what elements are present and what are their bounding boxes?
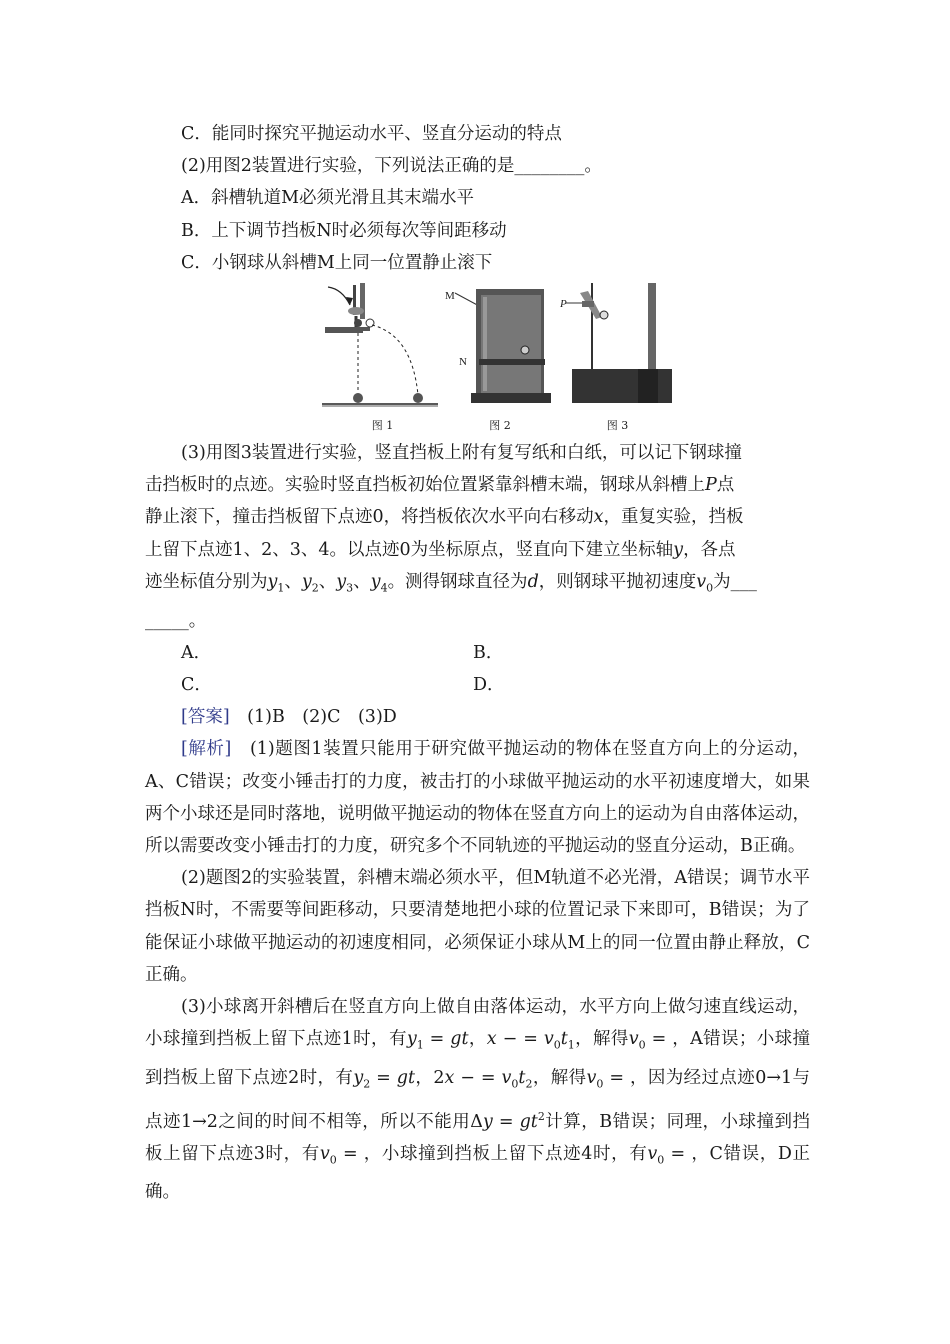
q3-text: 上留下点迹1、2、3、4。以点迹0为坐标原点，竖直向下建立坐标轴 bbox=[145, 539, 674, 560]
sub: 0 bbox=[657, 1153, 665, 1167]
analysis-text: ，解得 bbox=[532, 1067, 587, 1088]
analysis-paragraph-1 bbox=[145, 733, 810, 862]
sub: 2 bbox=[525, 1077, 533, 1091]
sup: 2 bbox=[537, 1109, 545, 1123]
var-v: v bbox=[501, 1067, 512, 1088]
analysis-text: ， bbox=[468, 1029, 487, 1050]
analysis-paragraph-3 bbox=[145, 991, 810, 1209]
q3-line-5 bbox=[145, 566, 810, 605]
q3-text: (3)用图3装置进行实验，竖直挡板上附有复写纸和白纸，可以记下钢球撞 bbox=[181, 443, 742, 464]
figure-2-caption: 图 2 bbox=[489, 419, 511, 433]
q3-var-y: y bbox=[301, 571, 312, 592]
q3-var-d: d bbox=[527, 571, 539, 592]
q3-var-y: y bbox=[370, 571, 381, 592]
q3-sep: 、 bbox=[318, 571, 337, 592]
q3-var-x: x bbox=[593, 507, 604, 528]
figure-3 bbox=[560, 283, 675, 433]
sub: 1 bbox=[567, 1038, 575, 1052]
q3-option-b: B． bbox=[473, 642, 504, 663]
q2-option-b: B．上下调节挡板N时必须每次等间距移动 bbox=[181, 220, 507, 241]
figure-1-caption: 图 1 bbox=[371, 419, 394, 433]
var-gt: gt bbox=[450, 1029, 469, 1050]
analysis-paragraph-2: (2)题图2的实验装置，斜槽末端必须水平，但M轨道不必光滑，A错误；调节水平挡板N时，不需要等间距移动，只要清楚地把小球的位置记录下来即可，B错误；为了能保证小球做平抛运动的初速度相同，必须保证小球从M上的同一位置由静止释放，C正确。 bbox=[145, 868, 810, 985]
sub: 2 bbox=[363, 1077, 371, 1091]
figure-row bbox=[145, 283, 810, 433]
analysis-text: = bbox=[370, 1067, 397, 1088]
q3-sub: 1 bbox=[277, 581, 285, 595]
var-v: v bbox=[628, 1029, 639, 1050]
analysis-text: = ，因为经过点迹0→1与点迹1→2之间的时间不相等，所以不能用Δ bbox=[145, 1067, 811, 1132]
q3-sep: 、 bbox=[353, 571, 371, 592]
q3-sub: 0 bbox=[706, 581, 714, 595]
answer-line bbox=[145, 701, 810, 733]
sub: 0 bbox=[329, 1153, 337, 1167]
q3-sub: 2 bbox=[311, 581, 319, 595]
q3-line-2 bbox=[145, 469, 810, 501]
q3-line-3 bbox=[145, 501, 810, 533]
q3-option-d: D． bbox=[473, 674, 505, 695]
analysis-text: 计算，B错误；同理，小球撞到挡板上留下点迹3时，有 bbox=[145, 1111, 811, 1164]
sub: 0 bbox=[596, 1077, 604, 1091]
figure-1 bbox=[320, 283, 445, 433]
sub: 0 bbox=[638, 1038, 646, 1052]
q3-text: 点 bbox=[716, 475, 735, 496]
q3-var-y: y bbox=[267, 571, 278, 592]
sub: 1 bbox=[416, 1038, 424, 1052]
q2-option-c: C．小钢球从斜槽M上同一位置静止滚下 bbox=[181, 252, 493, 273]
q3-var-y: y bbox=[336, 571, 347, 592]
figure-2-label-m: M bbox=[445, 290, 455, 303]
analysis-text: ， bbox=[415, 1067, 434, 1088]
analysis-text: ，解得 bbox=[574, 1029, 629, 1050]
q3-text: 击挡板时的点迹。实验时竖直挡板初始位置紧靠斜槽末端，钢球从斜槽上 bbox=[145, 475, 705, 496]
figure-1-drawing bbox=[320, 283, 445, 417]
figure-2-label-n: N bbox=[459, 356, 467, 369]
q3-text: 迹坐标值分别为 bbox=[145, 571, 268, 592]
var-t: t bbox=[518, 1067, 526, 1088]
q3-var-y: y bbox=[673, 539, 684, 560]
document-page bbox=[145, 118, 810, 1209]
q3-options-row-1 bbox=[145, 637, 810, 669]
var-gt: gt bbox=[396, 1067, 416, 1088]
analysis-text: = ，小球撞到挡板上留下点迹4时，有 bbox=[336, 1143, 648, 1164]
analysis-text: = bbox=[423, 1029, 451, 1050]
figure-2 bbox=[445, 283, 555, 433]
q3-sub: 3 bbox=[346, 581, 354, 595]
var-y: y bbox=[353, 1067, 364, 1088]
var-y: y bbox=[406, 1029, 417, 1050]
var-gt: gt bbox=[519, 1111, 538, 1132]
answer-text: (1)B (2)C (3)D bbox=[247, 707, 397, 728]
q3-text: 。测得钢球直径为 bbox=[387, 571, 528, 592]
analysis-text: = ，C错误，D正确。 bbox=[145, 1143, 810, 1203]
analysis-text: − = bbox=[454, 1067, 502, 1088]
var-v: v bbox=[586, 1067, 597, 1088]
q3-option-a: A． bbox=[181, 642, 212, 663]
figure-3-drawing bbox=[560, 283, 675, 417]
analysis-text: = bbox=[492, 1111, 520, 1132]
q2-stem: (2)用图2装置进行实验，下列说法正确的是________。 bbox=[181, 156, 602, 177]
q3-text: ，则钢球平抛初速度 bbox=[538, 571, 697, 592]
q3-text: 静止滚下，撞击挡板留下点迹0，将挡板依次水平向右移动 bbox=[145, 507, 594, 528]
q2-option-a: A．斜槽轨道M必须光滑且其末端水平 bbox=[181, 188, 475, 209]
var-v: v bbox=[319, 1143, 330, 1164]
q3-text: ，重复实验，挡板 bbox=[603, 507, 744, 528]
analysis-text: (3)小球离开斜槽后在竖直方向上做自由落体运动，水平方向上做匀速直线运动，小球撞到挡板上留下点迹1时，有 bbox=[145, 996, 810, 1050]
analysis-tag: [解析] bbox=[181, 739, 232, 760]
var-x: x bbox=[486, 1029, 497, 1050]
var-v: v bbox=[647, 1143, 658, 1164]
q3-var-p: P bbox=[705, 475, 717, 496]
analysis-text: − = bbox=[496, 1029, 544, 1050]
answer-tag: [答案] bbox=[181, 707, 230, 728]
sub: 0 bbox=[553, 1038, 561, 1052]
q3-option-c: C． bbox=[181, 674, 212, 695]
var-y: y bbox=[482, 1111, 493, 1132]
q3-sub: 4 bbox=[380, 581, 388, 595]
q3-var-v: v bbox=[696, 571, 707, 592]
q3-line-6: _____。 bbox=[145, 610, 207, 631]
q3-text: ，各点 bbox=[683, 539, 736, 560]
figure-3-caption: 图 3 bbox=[606, 419, 629, 433]
q3-options-row-2 bbox=[145, 669, 810, 701]
q3-line-4 bbox=[145, 534, 810, 566]
q3-line-1 bbox=[145, 437, 810, 469]
sub: 0 bbox=[511, 1077, 519, 1091]
figure-2-drawing bbox=[445, 283, 555, 417]
analysis-text: (1)题图1装置只能用于研究做平抛运动的物体在竖直方向上的分运动，A、C错误；改变小锤击打的力度，被击打的小球做平抛运动的水平初速度增大，如果两个小球还是同时落地，说明做平抛运动的物体在竖直方向上的运动为自由落体运动，所以需要改变小锤击打的力度，研究多个不同轨迹的平抛运动的竖直分运动，B正确。 bbox=[145, 739, 811, 856]
var-t: t bbox=[560, 1029, 568, 1050]
analysis-text: = ，A错误；小球撞到挡板上留下点迹2时，有 bbox=[145, 1029, 811, 1088]
q3-sep: 、 bbox=[284, 571, 302, 592]
var-x: x bbox=[444, 1067, 455, 1088]
var-v: v bbox=[543, 1029, 554, 1050]
analysis-text: 2 bbox=[433, 1067, 445, 1088]
figure-3-label-p: P bbox=[560, 298, 567, 311]
q1-option-c: C．能同时探究平抛运动水平、竖直分运动的特点 bbox=[181, 124, 562, 144]
q3-text: 为___ bbox=[713, 571, 757, 592]
